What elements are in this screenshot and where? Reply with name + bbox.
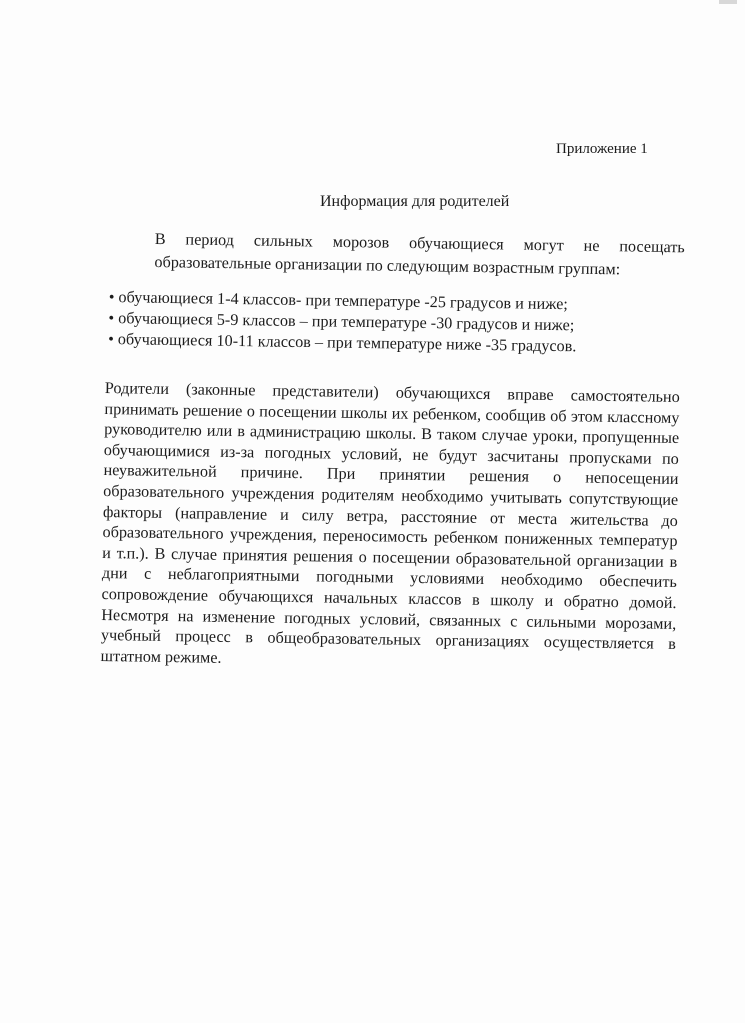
parents-info-paragraph: Родители (законные представители) обучающихся вправе самостоятельно принимать решение о посещении школы их ребенком, сообщив об этом классному руководителю или в администрацию школы. В таком случае уроки, пропущенные обучающимися из-за погодных условий, не будут засчитаны пропусками по неуважительной причине. При принятии решения о непосещении образовательного учреждения родителям необходимо учитывать сопутствующие факторы (направление и силу ветра, расстояние от места жительства до образовательного учреждения, переносимость ребенком пониженных температур и т.п.). В случае принятия решения о посещении образовательной организации в дни с неблагоприятными погодными условиями необходимо обеспечить сопровождение обучающихся начальных классов в школу и обратно домой. Несмотря на изменение погодных условий, связанных с сильными морозами, учебный процесс в общеобразовательных организациях осуществляется в штатном режиме.: [100, 378, 680, 667]
intro-line-2: образовательные организации по следующим возрастным группам:: [154, 252, 621, 279]
intro-paragraph: [154, 228, 685, 282]
annex-label: Приложение 1: [556, 141, 648, 157]
age-group-list: [108, 287, 629, 358]
list-item: • обучающиеся 1-4 классов- при температуре -25 градусов и ниже;: [109, 287, 629, 316]
intro-line-1: В период сильных морозов обучающиеся могут не посещать: [154, 229, 685, 257]
list-item: • обучающиеся 10-11 классов – при температуре ниже -35 градусов.: [108, 329, 628, 358]
document-title: Информация для родителей: [320, 193, 510, 210]
scan-edge-mark: [719, 0, 737, 4]
list-item: • обучающиеся 5-9 классов – при температуре -30 градусов и ниже;: [108, 308, 628, 337]
